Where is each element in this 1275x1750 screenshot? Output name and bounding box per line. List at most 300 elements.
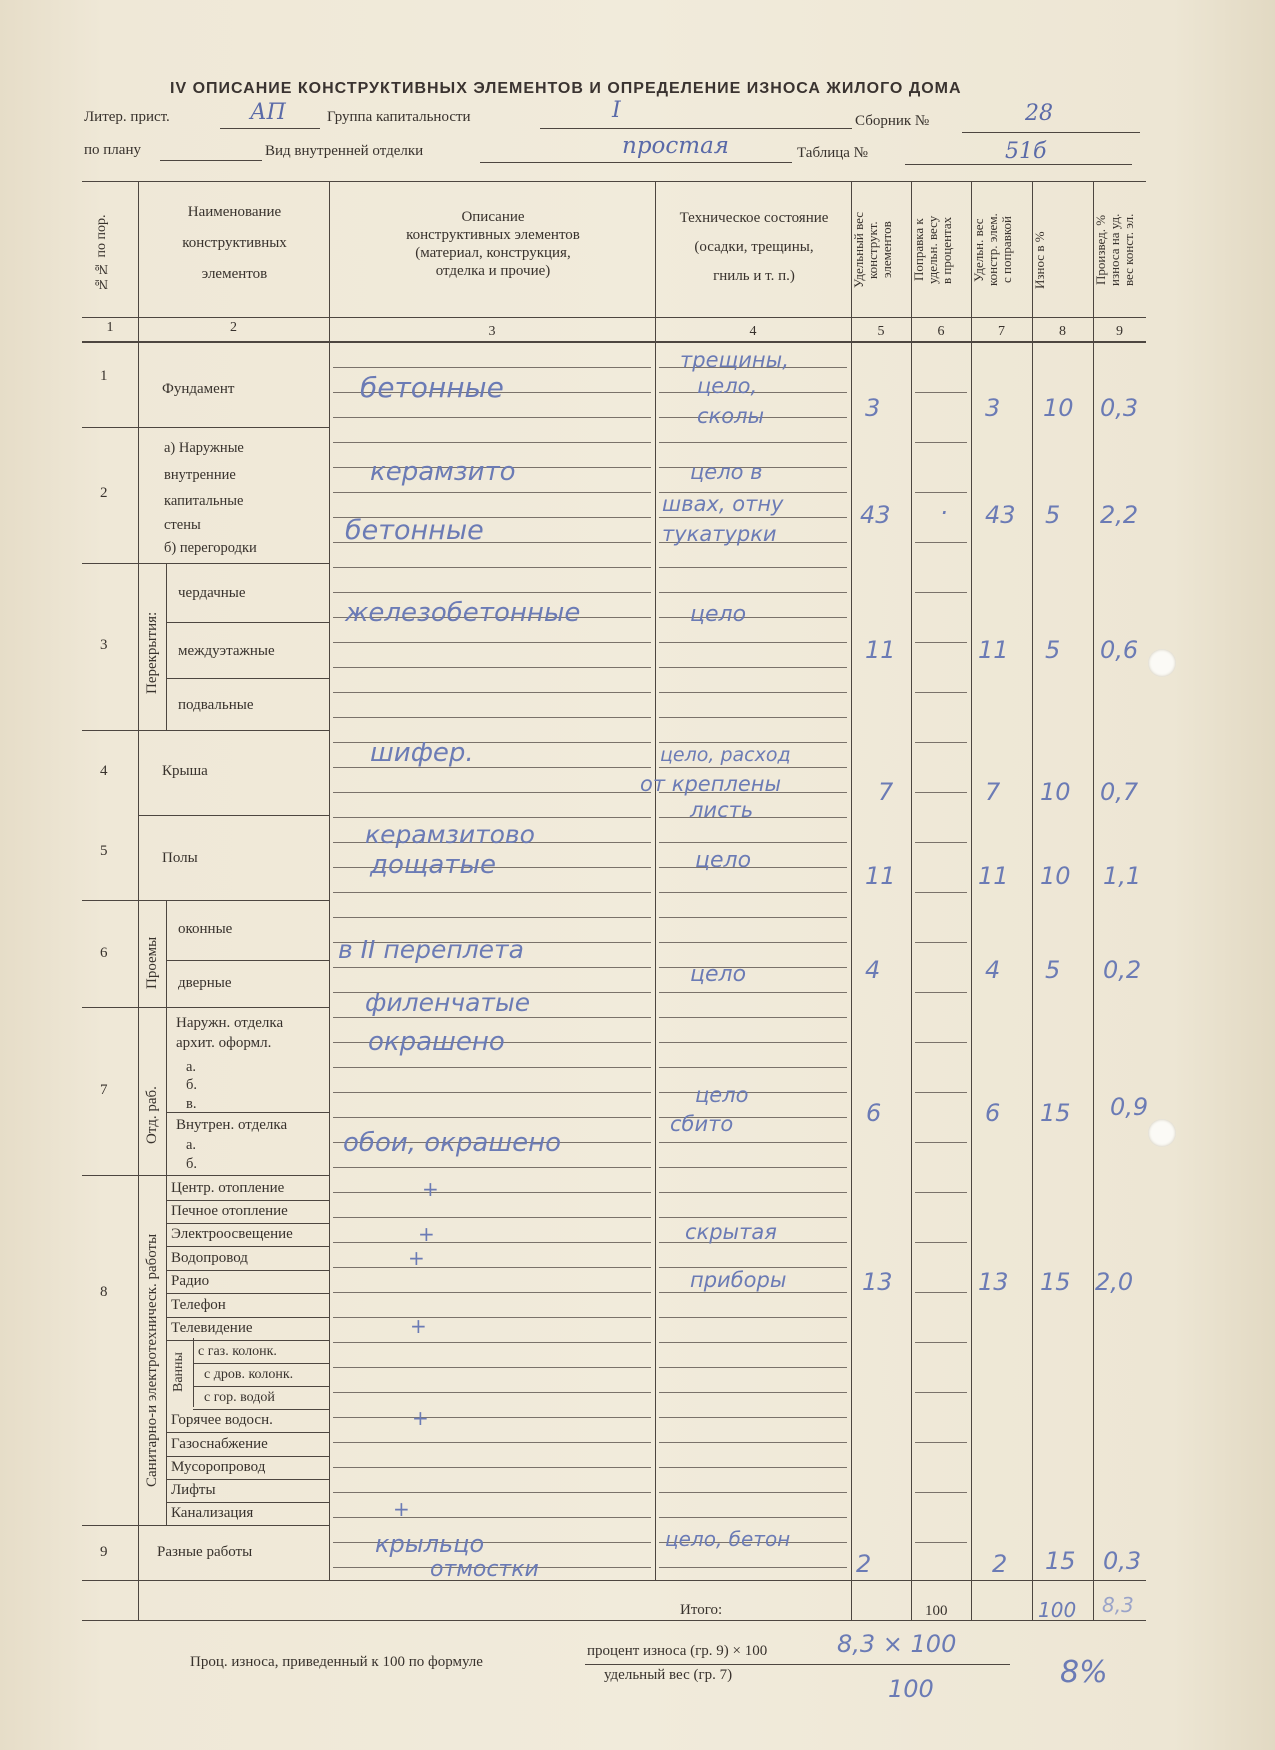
- row7-weight: 6: [866, 1099, 882, 1127]
- ruled-line: [915, 442, 967, 443]
- ruled-line: [333, 792, 651, 793]
- ruled-line: [659, 642, 847, 643]
- header-col2-line: Наименование: [187, 204, 282, 220]
- row2-wear: 5: [1045, 501, 1061, 529]
- ruled-line: [915, 1442, 967, 1443]
- row9-desc: крыльцо: [375, 1530, 485, 1558]
- header-col1: №№ по пор.: [94, 214, 109, 291]
- row3-desc: железобетонные: [345, 598, 581, 628]
- col-number: 1: [106, 320, 114, 335]
- row5-number: 5: [100, 843, 108, 859]
- ruled-line: [333, 367, 651, 368]
- ruled-line: [915, 1042, 967, 1043]
- row2-correction-mark: ·: [940, 499, 948, 527]
- ruled-line: [659, 692, 847, 693]
- row7-sub: Наружн. отделка: [176, 1015, 284, 1031]
- ruled-line: [915, 742, 967, 743]
- ruled-line: [333, 1192, 651, 1193]
- liter-underline: [220, 128, 320, 129]
- sbornik-label: Сборник №: [855, 113, 930, 129]
- col-number: 2: [230, 320, 237, 335]
- row7-product: 0,9: [1110, 1093, 1149, 1121]
- ruled-line: [333, 1417, 651, 1418]
- col-line: [1032, 181, 1033, 1621]
- ruled-line: [333, 1392, 651, 1393]
- header-col3-line: отделка и прочие): [435, 263, 551, 279]
- col-line: [138, 181, 139, 1621]
- ruled-line: [659, 1217, 847, 1218]
- ruled-line: [659, 592, 847, 593]
- row9-desc: отмостки: [430, 1557, 539, 1582]
- row9-state: цело, бетон: [665, 1527, 791, 1551]
- row7-sub: а.: [186, 1137, 197, 1153]
- ruled-line: [915, 1092, 967, 1093]
- ruled-line: [915, 992, 967, 993]
- row-separator: [138, 815, 329, 816]
- row2-label: стены: [164, 517, 201, 533]
- row2-desc: бетонные: [345, 515, 484, 546]
- subgroup-divider: [166, 678, 329, 679]
- header-col4-line: гниль и т. п.): [713, 268, 795, 284]
- row4-state-line: цело, расход: [660, 744, 791, 766]
- table-underline: [905, 164, 1132, 165]
- ruled-line: [915, 592, 967, 593]
- row2-label: а) Наружные: [164, 440, 244, 456]
- row1-state-line: сколы: [697, 404, 765, 428]
- row1-state-line: трещины,: [680, 348, 789, 372]
- sbornik-value: 28: [1025, 101, 1053, 126]
- ruled-line: [333, 1067, 651, 1068]
- ruled-line: [333, 1267, 651, 1268]
- row3-sub: подвальные: [178, 697, 254, 713]
- row8-item: Центр. отопление: [171, 1180, 285, 1196]
- row2-label: внутренние: [164, 467, 236, 483]
- ruled-line: [915, 1392, 967, 1393]
- row2-weight: 43: [860, 501, 891, 529]
- row8-item: Телефон: [171, 1297, 226, 1313]
- row3-state: цело: [690, 602, 747, 627]
- row2-state-line: тукатурки: [662, 522, 777, 546]
- punch-hole-icon: [1148, 1119, 1176, 1147]
- formula-lead: Проц. износа, приведенный к 100 по формуле: [190, 1654, 483, 1670]
- row2-desc: керамзито: [370, 457, 516, 487]
- row8-weight-corrected: 13: [978, 1268, 1009, 1296]
- row-separator: [82, 1525, 329, 1526]
- ruled-line: [915, 492, 967, 493]
- header-col2-line: элементов: [201, 266, 268, 282]
- row4-number: 4: [100, 763, 108, 779]
- row5-name: Полы: [162, 850, 198, 866]
- col-number: 7: [998, 324, 1005, 339]
- ruled-line: [659, 1467, 847, 1468]
- row1-state-line: цело,: [697, 374, 758, 398]
- col-line: [1093, 181, 1094, 1621]
- ruled-line: [333, 817, 651, 818]
- ruled-line: [659, 1317, 847, 1318]
- table-value: 51б: [1005, 139, 1047, 164]
- header-divider: [82, 317, 1146, 318]
- ruled-line: [659, 742, 847, 743]
- row-separator: [82, 730, 329, 731]
- row2-weight-corrected: 43: [985, 501, 1016, 529]
- plan-underline: [160, 160, 262, 161]
- row4-desc: шифер.: [370, 738, 474, 768]
- subgroup-divider: [166, 622, 329, 623]
- row7-number: 7: [100, 1082, 108, 1098]
- row1-name: Фундамент: [162, 381, 235, 397]
- row6-sub: оконные: [178, 921, 233, 937]
- row6-number: 6: [100, 945, 108, 961]
- ruled-line: [333, 1467, 651, 1468]
- formula-bar: [585, 1664, 1010, 1665]
- ruled-line: [659, 1167, 847, 1168]
- ruled-line: [659, 992, 847, 993]
- table-top-border: [82, 181, 1146, 182]
- ruled-line: [333, 1367, 651, 1368]
- row8-item: Канализация: [171, 1505, 254, 1521]
- row7-sub: Внутрен. отделка: [176, 1117, 288, 1133]
- header-col3-line: конструктивных элементов: [406, 227, 580, 243]
- row3-group-label: Перекрытия:: [144, 611, 160, 694]
- row5-weight: 11: [865, 862, 896, 890]
- col-line: [851, 181, 852, 1621]
- liter-value: АП: [250, 100, 286, 125]
- ruled-line: [915, 1342, 967, 1343]
- row5-product: 1,1: [1103, 862, 1142, 890]
- header-col7: Удельн. вес констр. элем. с поправкой: [971, 213, 1014, 287]
- row3-wear: 5: [1045, 636, 1061, 664]
- header-col9: Произвед. % износа на уд. вес конст. эл.: [1093, 213, 1136, 287]
- row9-weight-corrected: 2: [992, 1550, 1008, 1578]
- ruled-line: [659, 942, 847, 943]
- ruled-line: [333, 1317, 651, 1318]
- row1-wear: 10: [1043, 394, 1074, 422]
- row7-desc: обои, окрашено: [343, 1128, 562, 1158]
- row4-product: 0,7: [1100, 778, 1139, 806]
- header-col2: [140, 200, 329, 287]
- col-number: 8: [1059, 324, 1066, 339]
- col-line: [655, 181, 656, 1581]
- row5-state: цело: [695, 848, 752, 873]
- row5-desc: дощатые: [370, 850, 496, 880]
- row9-number: 9: [100, 1544, 108, 1560]
- punch-hole-icon: [1148, 649, 1176, 677]
- row3-sub: чердачные: [178, 585, 246, 601]
- number-row-divider: [82, 341, 1146, 343]
- row8-item: Лифты: [171, 1482, 216, 1498]
- row8-wear: 15: [1040, 1268, 1071, 1296]
- row2-product: 2,2: [1100, 501, 1139, 529]
- ruled-line: [659, 892, 847, 893]
- row7-sub: архит. оформл.: [176, 1035, 272, 1051]
- ruled-line: [333, 642, 651, 643]
- ruled-line: [659, 917, 847, 918]
- header-col5: Удельный вес конструкт. элементов: [851, 212, 894, 289]
- ruled-line: [659, 1367, 847, 1368]
- finish-value: простая: [622, 133, 730, 159]
- header-col2-line: конструктивных: [182, 235, 287, 251]
- ruled-line: [915, 892, 967, 893]
- ruled-line: [333, 417, 651, 418]
- ruled-line: [915, 942, 967, 943]
- ruled-line: [333, 1292, 651, 1293]
- ruled-line: [659, 1067, 847, 1068]
- col-number: 3: [488, 324, 496, 339]
- ruled-line: [915, 1192, 967, 1193]
- sbornik-underline: [962, 132, 1140, 133]
- ruled-line: [659, 1442, 847, 1443]
- ruled-line: [659, 1342, 847, 1343]
- ruled-line: [659, 1042, 847, 1043]
- header-col4: [657, 206, 851, 289]
- ruled-line: [333, 967, 651, 968]
- row5-wear: 10: [1040, 862, 1071, 890]
- row8-group-label: Санитарно-и электротехническ. работы: [144, 1233, 160, 1487]
- row3-weight-corrected: 11: [978, 636, 1009, 664]
- ruled-line: [659, 967, 847, 968]
- totals-col6: 100: [925, 1603, 948, 1619]
- row8-item: Электроосвещение: [171, 1226, 293, 1242]
- col-line: [911, 181, 912, 1621]
- row8-item: Водопровод: [171, 1250, 248, 1266]
- ruled-line: [659, 517, 847, 518]
- formula-hw-numerator: 8,3 × 100: [837, 1630, 957, 1658]
- totals-col7: 100: [1038, 1598, 1077, 1622]
- formula-result: 8%: [1060, 1655, 1108, 1690]
- row-separator: [82, 563, 329, 564]
- ruled-line: [333, 1242, 651, 1243]
- row7-group-label: Отд. раб.: [144, 1086, 160, 1144]
- ruled-line: [915, 1492, 967, 1493]
- row9-weight: 2: [856, 1550, 872, 1578]
- row3-product: 0,6: [1100, 636, 1139, 664]
- table-bottom-border: [82, 1620, 1146, 1621]
- row6-desc: в II переплета: [338, 935, 524, 964]
- ruled-line: [333, 1092, 651, 1093]
- header-col3-line: Описание: [461, 209, 525, 225]
- ruled-line: [915, 842, 967, 843]
- row4-name: Крыша: [162, 763, 208, 779]
- row8-state-line: приборы: [690, 1268, 787, 1292]
- row6-sub: дверные: [178, 975, 232, 991]
- row6-product: 0,2: [1103, 956, 1142, 984]
- row1-number: 1: [100, 368, 108, 384]
- row7-weight-corrected: 6: [985, 1099, 1001, 1127]
- ruled-line: [659, 717, 847, 718]
- col-line: [329, 181, 330, 1581]
- totals-label: Итого:: [680, 1602, 723, 1618]
- row8-product: 2,0: [1095, 1268, 1134, 1296]
- row2-label: б) перегородки: [164, 540, 257, 556]
- row8-item: Печное отопление: [171, 1203, 288, 1219]
- row4-wear: 10: [1040, 778, 1071, 806]
- row6-state: цело: [690, 962, 747, 987]
- row-separator: [82, 900, 329, 901]
- row8-weight: 13: [862, 1268, 893, 1296]
- header-col8: Износ в %: [1032, 231, 1047, 289]
- ruled-line: [333, 442, 651, 443]
- subgroup-line: [193, 1338, 194, 1407]
- row8-item: Телевидение: [171, 1320, 253, 1336]
- ruled-line: [333, 1517, 651, 1518]
- row8-item: Горячее водосн.: [171, 1412, 273, 1428]
- group-label: Группа капитальности: [327, 109, 471, 125]
- row6-desc: филенчатые: [365, 988, 531, 1017]
- row8-bath-item: с гор. водой: [204, 1390, 275, 1405]
- subgroup-line: [166, 1007, 167, 1175]
- ruled-line: [659, 842, 847, 843]
- row-separator: [82, 1175, 329, 1176]
- row-separator: [82, 427, 329, 428]
- ruled-line: [659, 1092, 847, 1093]
- ruled-line: [659, 442, 847, 443]
- header-col3: [331, 208, 655, 280]
- header-col6: Поправка к удельн. весу в процентах: [911, 215, 954, 285]
- row6-weight: 4: [865, 956, 881, 984]
- row8-bath-label: Ванны: [171, 1352, 186, 1393]
- totals-col9: 8,3: [1102, 1593, 1134, 1617]
- row6-group-label: Проемы: [144, 936, 160, 989]
- ruled-line: [915, 642, 967, 643]
- row8-item: Мусоропровод: [171, 1459, 266, 1475]
- ruled-line: [333, 492, 651, 493]
- row7-wear: 15: [1040, 1099, 1071, 1127]
- row7-sub: б.: [186, 1156, 198, 1172]
- row7-state-line: цело: [695, 1083, 749, 1107]
- finish-underline: [480, 162, 792, 163]
- ruled-line: [333, 592, 651, 593]
- row8-item: Газоснабжение: [171, 1436, 268, 1452]
- subgroup-divider: [166, 960, 329, 961]
- liter-label: Литер. прист.: [84, 109, 170, 125]
- row8-plus: +: [422, 1177, 439, 1201]
- ruled-line: [333, 892, 651, 893]
- ruled-line: [659, 867, 847, 868]
- row8-plus: +: [408, 1246, 425, 1270]
- plan-label: по плану: [84, 142, 141, 158]
- ruled-line: [915, 1292, 967, 1293]
- col-number: 9: [1116, 324, 1123, 339]
- row-separator: [82, 1580, 1146, 1581]
- ruled-line: [915, 1142, 967, 1143]
- row8-plus: +: [393, 1497, 410, 1521]
- ruled-line: [333, 1492, 651, 1493]
- ruled-line: [659, 1392, 847, 1393]
- row6-weight-corrected: 4: [985, 956, 1001, 984]
- row8-item: Радио: [171, 1273, 210, 1289]
- ruled-line: [659, 1492, 847, 1493]
- ruled-line: [333, 1117, 651, 1118]
- row7-sub: б.: [186, 1077, 198, 1093]
- formula-denominator: удельный вес (гр. 7): [604, 1667, 733, 1683]
- subgroup-line: [166, 1175, 167, 1525]
- row7-sub: а.: [186, 1059, 197, 1075]
- ruled-line: [659, 667, 847, 668]
- row7-desc: окрашено: [368, 1027, 505, 1057]
- ruled-line: [333, 1167, 651, 1168]
- row8-bath-item: с газ. колонк.: [198, 1344, 277, 1359]
- row4-state-line: от креплены: [640, 772, 782, 796]
- row5-desc: керамзитово: [365, 820, 535, 849]
- ruled-line: [659, 567, 847, 568]
- row4-weight-corrected: 7: [985, 778, 1001, 806]
- row-separator: [82, 1007, 329, 1008]
- header-col4-line: Техническое состояние: [679, 210, 829, 226]
- header-col3-line: (материал, конструкция,: [415, 245, 571, 261]
- row8-plus: +: [412, 1406, 429, 1430]
- ruled-line: [659, 617, 847, 618]
- row2-state-line: швах, отну: [662, 492, 784, 516]
- ruled-line: [333, 1442, 651, 1443]
- form-title: IV ОПИСАНИЕ КОНСТРУКТИВНЫХ ЭЛЕМЕНТОВ И ОПРЕДЕЛЕНИЕ ИЗНОСА ЖИЛОГО ДОМА: [170, 80, 962, 97]
- row4-state-line: листь: [690, 798, 754, 822]
- ruled-line: [333, 667, 651, 668]
- row8-plus: +: [418, 1222, 435, 1246]
- row1-desc: бетонные: [360, 371, 504, 404]
- row2-number: 2: [100, 485, 108, 501]
- ruled-line: [659, 1192, 847, 1193]
- row9-product: 0,3: [1103, 1547, 1142, 1575]
- ruled-line: [659, 1142, 847, 1143]
- row9-wear: 15: [1045, 1547, 1076, 1575]
- ruled-line: [915, 392, 967, 393]
- row3-weight: 11: [865, 636, 896, 664]
- row8-number: 8: [100, 1284, 108, 1300]
- finish-label: Вид внутренней отделки: [265, 143, 424, 159]
- group-value: I: [612, 98, 621, 123]
- ruled-line: [333, 567, 651, 568]
- col-line: [971, 181, 972, 1621]
- ruled-line: [915, 1542, 967, 1543]
- ruled-line: [659, 1017, 847, 1018]
- ruled-line: [333, 692, 651, 693]
- row6-wear: 5: [1045, 956, 1061, 984]
- row1-weight: 3: [865, 394, 881, 422]
- row7-sub: в.: [186, 1096, 197, 1112]
- row8-state-line: скрытая: [685, 1220, 777, 1244]
- row7-state-line: сбито: [670, 1112, 734, 1136]
- ruled-line: [659, 1417, 847, 1418]
- group-underline: [540, 128, 852, 129]
- table-label: Таблица №: [797, 145, 868, 161]
- row1-weight-corrected: 3: [985, 394, 1001, 422]
- ruled-line: [915, 792, 967, 793]
- row5-weight-corrected: 11: [978, 862, 1009, 890]
- row3-number: 3: [100, 637, 108, 653]
- row9-name: Разные работы: [157, 1544, 253, 1560]
- ruled-line: [659, 767, 847, 768]
- ruled-line: [333, 1342, 651, 1343]
- ruled-line: [915, 542, 967, 543]
- row2-state-line: цело в: [690, 460, 763, 484]
- ruled-line: [659, 1517, 847, 1518]
- row4-weight: 7: [878, 778, 894, 806]
- ruled-line: [333, 1017, 651, 1018]
- row8-plus: +: [410, 1314, 427, 1338]
- col-number: 6: [937, 324, 945, 339]
- subgroup-line: [166, 563, 167, 730]
- row2-label: капитальные: [164, 493, 244, 509]
- ruled-line: [915, 692, 967, 693]
- ruled-line: [333, 1217, 651, 1218]
- ruled-line: [333, 917, 651, 918]
- col-number: 5: [877, 324, 885, 339]
- col-number: 4: [749, 324, 757, 339]
- ruled-line: [915, 1242, 967, 1243]
- ruled-line: [659, 1292, 847, 1293]
- row3-sub: междуэтажные: [178, 643, 275, 659]
- ruled-line: [659, 1567, 847, 1568]
